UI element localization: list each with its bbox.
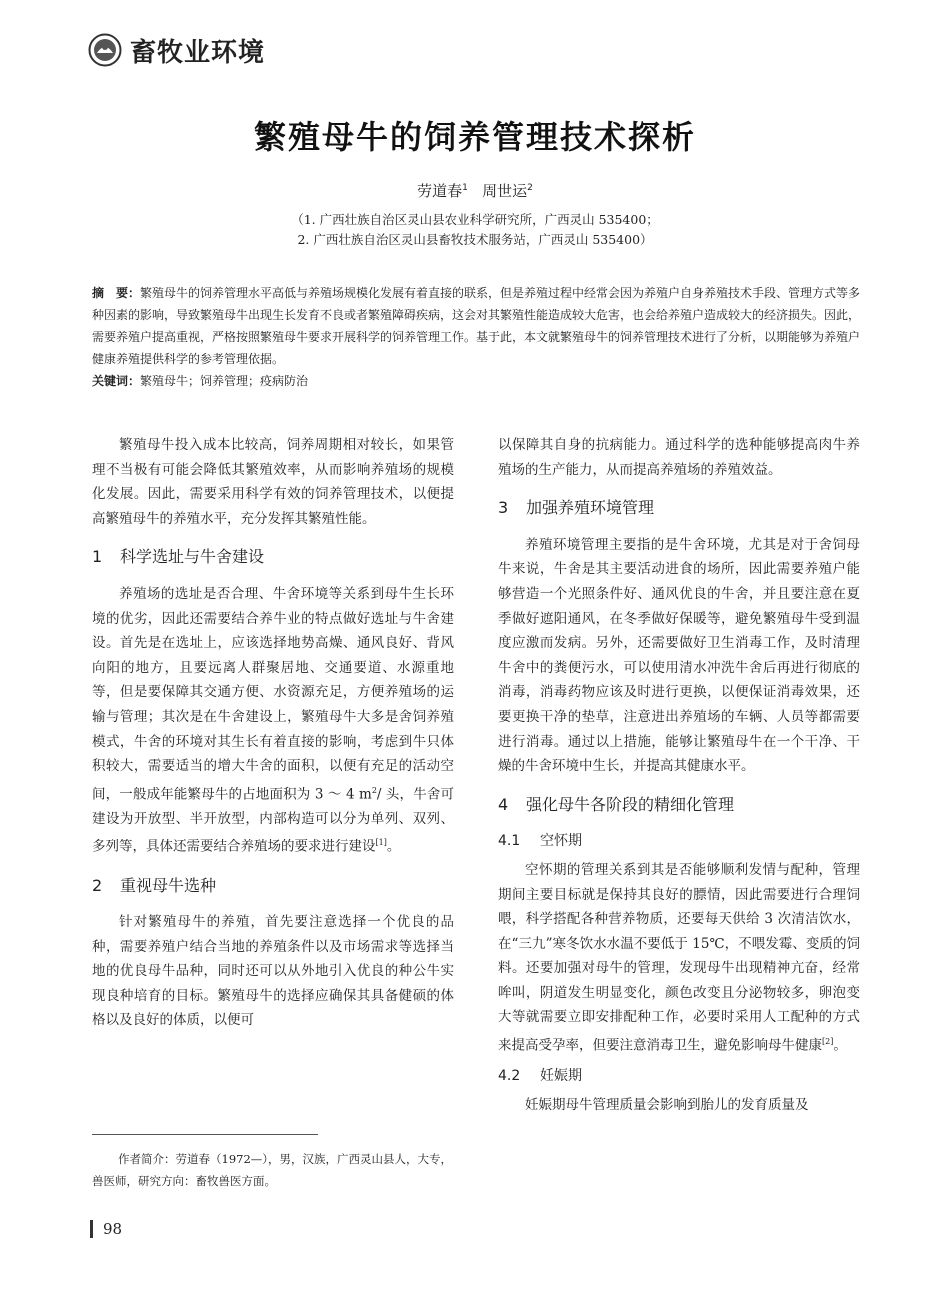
- paragraph: 以保障其自身的抗病能力。通过科学的选种能够提高肉牛养殖场的生产能力，从而提高养殖场的养殖效益。: [498, 437, 860, 478]
- footnote-divider: [92, 1134, 318, 1135]
- journal-name: 畜牧业环境: [130, 37, 266, 68]
- citation: [2]: [822, 1037, 834, 1047]
- abstract: [92, 282, 862, 392]
- right-column: [498, 433, 860, 1117]
- paragraph: 养殖环境管理主要指的是牛舍环境，尤其是对于舍饲母牛来说，牛舍是其主要活动进食的场所，因此需要养殖户能够营造一个光照条件好、通风优良的牛舍，并且要注意在夏季做好遮阳通风，在冬季做好保暖等，避免繁殖母牛受到温度应激而发病。另外，还需要做好卫生消毒工作，及时清理牛舍中的粪便污水，可以使用清水冲洗牛舍后再进行彻底的消毒，消毒药物应该及时进行更换，以便保证消毒效果，还要更换干净的垫草，注意进出养殖场的车辆、人员等都需要进行消毒。通过以上措施，能够让繁殖母牛在一个干净、干燥的牛舍环境中生长，并提高其健康水平。: [498, 536, 860, 775]
- section-heading: 1 科学选址与牛舍建设: [92, 547, 265, 567]
- keywords-label: 关键词：: [92, 374, 141, 388]
- keywords: 繁殖母牛；饲养管理；疫病防治: [140, 374, 309, 388]
- affiliation-line: 2. 广西壮族自治区灵山县畜牧技术服务站，广西灵山 535400）: [297, 232, 653, 247]
- paragraph: 空怀期的管理关系到其是否能够顺利发情与配种，管理期间主要目标就是保持其良好的膘情，因此需要进行合理饲喂，科学搭配各种营养物质，还要每天供给 3 次清洁饮水，在“三九”寒冬饮水水温不要低于 15℃，不喂发霉、变质的饲料。还要加强对母牛的管理，发现母牛出现精神亢奋，经常哞叫，阴道发生明显变化，颜色改变且分泌物较多，卵泡变大等就需要立即安排配种工作，必要时采用人工配种的方式来提高受孕率，但要注意消毒卫生，避免影响母牛健康[2]。: [498, 861, 860, 1054]
- page-number: 98: [90, 1220, 122, 1238]
- paragraph: 妊娠期母牛管理质量会影响到胎儿的发育质量及: [525, 1096, 809, 1113]
- subsection-heading: 4.1 空怀期: [498, 833, 582, 850]
- left-column: [92, 433, 454, 1033]
- abstract-text: 繁殖母牛的饲养管理水平高低与养殖场规模化发展有着直接的联系，但是养殖过程中经常会因为养殖户自身养殖技术手段、管理方式等多种因素的影响，导致繁殖母牛出现生长发育不良或者繁殖障碍疾病，这会对其繁殖性能造成较大危害，也会给养殖户造成较大的经济损失。因此，需要养殖户提高重视，严格按照繁殖母牛要求开展科学的饲养管理工作。基于此，本文就繁殖母牛的饲养管理技术进行了分析，以期能够为养殖户健康养殖提供科学的参考管理依据。: [92, 286, 861, 366]
- citation: [1]: [375, 838, 387, 848]
- author-name: 周世运: [482, 182, 528, 200]
- subsection-heading: 4.2 妊娠期: [498, 1068, 582, 1085]
- author-name: 劳道春: [417, 182, 463, 200]
- affiliations: [0, 210, 950, 250]
- page-marker: [90, 1220, 93, 1238]
- section-heading: 3 加强养殖环境管理: [498, 498, 655, 518]
- author-affil-mark: 2: [527, 183, 533, 193]
- journal-header: [88, 30, 265, 70]
- paragraph: 繁殖母牛投入成本比较高，饲养周期相对较长，如果管理不当极有可能会降低其繁殖效率，从而影响养殖场的规模化发展。因此，需要采用科学有效的饲养管理技术，以便提高繁殖母牛的养殖水平，充分发挥其繁殖性能。: [92, 437, 454, 527]
- section-heading: 4 强化母牛各阶段的精细化管理: [498, 794, 735, 814]
- author-footnote: 作者简介：劳道春（1972—），男，汉族，广西灵山县人，大专，兽医师，研究方向：畜牧兽医方面。: [92, 1152, 453, 1188]
- authors: [0, 180, 950, 201]
- author-affil-mark: 1: [462, 183, 468, 193]
- section-heading: 2 重视母牛选种: [92, 875, 217, 895]
- affiliation-line: （1. 广西壮族自治区灵山县农业科学研究所，广西灵山 535400；: [291, 212, 659, 227]
- article-title: 繁殖母牛的饲养管理技术探析: [253, 118, 696, 156]
- paragraph: 针对繁殖母牛的养殖，首先要注意选择一个优良的品种，需要养殖户结合当地的养殖条件以及市场需求等选择当地的优良母牛品种，同时还可以从外地引入优良的种公牛实现良种培育的目标。繁殖母牛的选择应确保其具备健硕的体格以及良好的体质，以便可: [92, 914, 454, 1029]
- paragraph: 养殖场的选址是否合理、牛舍环境等关系到母牛生长环境的优劣，因此还需要结合养牛业的特点做好选址与牛舍建设。首先是在选址上，应该选择地势高燥、通风良好、背风向阳的地方，且要远离人群聚居地、交通要道、水源重地等，但是要保障其交通方便、水资源充足，方便养殖场的运输与管理；其次是在牛舍建设上，繁殖母牛大多是舍饲养殖模式，牛舍的环境对其生长有着直接的影响，考虑到牛只体积较大，需要适当的增大牛舍的面积，以便有充足的活动空间，一般成年能繁母牛的占地面积为 3 ～ 4 $m^2/$ 头，牛舍可建设为开放型、半开放型，内部构造可以分为单列、双列、多列等，具体还需要结合养殖场的要求进行建设[1]。: [92, 585, 454, 855]
- journal-emblem-icon: [88, 33, 122, 67]
- abstract-label: 摘 要：: [92, 286, 141, 300]
